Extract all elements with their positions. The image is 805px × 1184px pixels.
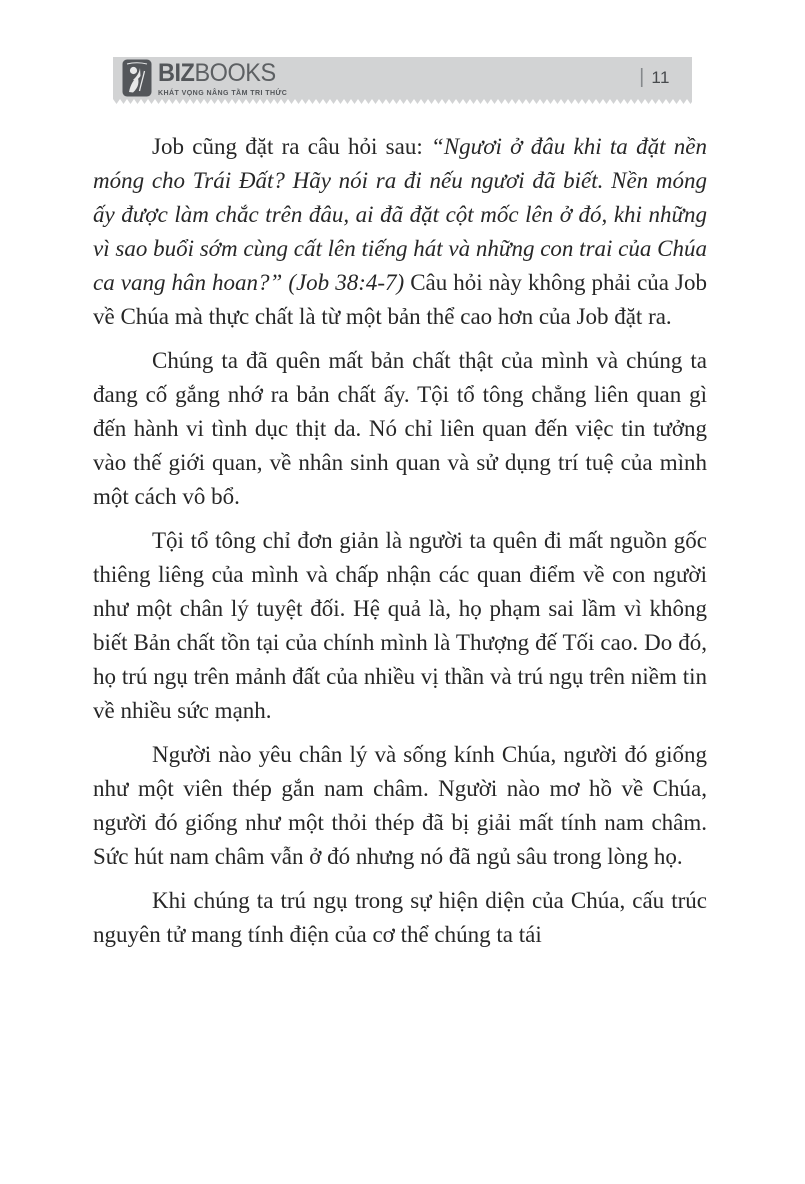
paragraph [93, 524, 707, 728]
text-segment: Job cũng đặt ra câu hỏi sau: [152, 134, 432, 159]
page-number [639, 57, 670, 99]
paragraph [93, 344, 707, 514]
brand-text [158, 61, 287, 97]
text-segment: Khi chúng ta trú ngụ trong sự hiện diện của Chúa, cấu trúc nguyên tử mang tính điện của cơ thể chúng ta tái [93, 888, 707, 947]
page-header [113, 57, 692, 99]
text-segment: Người nào yêu chân lý và sống kính Chúa, người đó giống như một viên thép gắn nam châm. Người nào mơ hồ về Chúa, người đó giống như một thỏi thép đã bị giải mất tính nam châm. Sức hút nam châm vẫn ở đó nhưng nó đã ngủ sâu trong lòng họ. [93, 742, 707, 869]
page-number-value: 11 [651, 68, 670, 87]
paragraph [93, 884, 707, 952]
bizbooks-logo-icon [122, 59, 152, 97]
page-body [93, 130, 707, 962]
scripture-quote: “Ngươi ở đâu khi ta đặt nền móng cho Trái Đất? Hãy nói ra đi nếu ngươi đã biết. Nền móng ấy được làm chắc trên đâu, ai đã đặt cột mốc lên ở đó, khi những vì sao buổi sớm cùng cất lên tiếng hát và những con trai của Chúa ca vang hân hoan?” (Job 38:4-7) [93, 134, 707, 295]
text-segment: Chúng ta đã quên mất bản chất thật của mình và chúng ta đang cố gắng nhớ ra bản chất ấy. Tội tổ tông chẳng liên quan gì đến hành vi tình dục thịt da. Nó chỉ liên quan đến việc tin tưởng vào thế giới quan, về nhân sinh quan và sử dụng trí tuệ của mình một cách vô bổ. [93, 348, 707, 509]
text-segment: Tội tổ tông chỉ đơn giản là người ta quên đi mất nguồn gốc thiêng liêng của mình và chấp nhận các quan điểm về con người như một chân lý tuyệt đối. Hệ quả là, họ phạm sai lầm vì không biết Bản chất tồn tại của chính mình là Thượng đế Tối cao. Do đó, họ trú ngụ trên mảnh đất của nhiều vị thần và trú ngụ trên niềm tin về nhiều sức mạnh. [93, 528, 707, 723]
page-number-separator: | [639, 65, 645, 88]
brand-wordmark [158, 61, 287, 86]
brand-biz: BIZ [158, 59, 195, 87]
brand-tagline: KHÁT VỌNG NÂNG TẦM TRI THỨC [158, 88, 288, 97]
perforation-edge [113, 99, 692, 104]
text-segment: Câu hỏi này không phải của Job về Chúa mà thực chất là từ một bản thể cao hơn của Job đặt ra. [93, 270, 707, 329]
paragraph [93, 130, 707, 334]
brand-books: BOOKS [194, 59, 276, 87]
paragraph [93, 738, 707, 874]
